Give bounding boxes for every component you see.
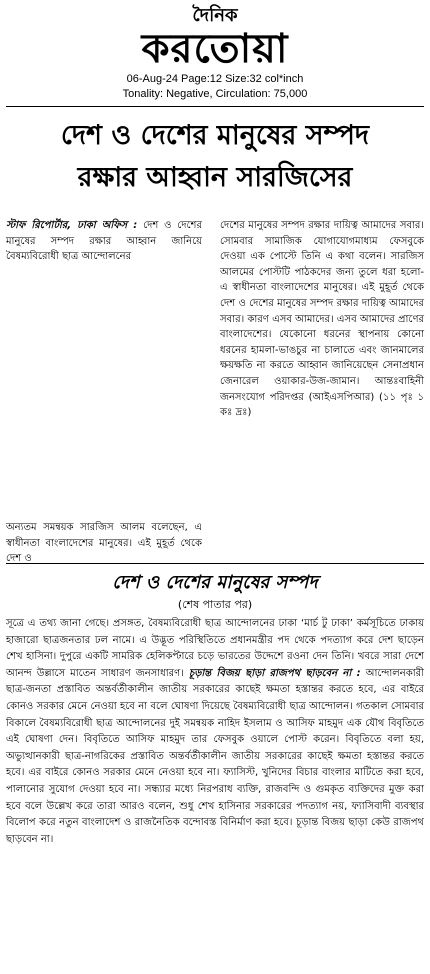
continuation-body (6, 616, 424, 848)
continuation-note: (শেষ পাতার পর) (177, 598, 253, 611)
article-columns (6, 218, 424, 565)
continuation-body-b: আন্দোলনকারী ছাত্র-জনতা প্রস্তাবিত অন্তর্বর্তীকালীন জাতীয় সরকারের কাছেই ক্ষমতা হস্তান্তর করতে হবে, এর বাইরে কোনও সরকার মেনে নেওয়া হবে না বলে ঘোষণা দিয়েছে বৈষম্যবিরোধী ছাত্র আন্দোলন। গতকাল সোমবার বিকালে বৈষম্যবিরোধী ছাত্র আন্দোলনের দুই সমন্বয়ক নাহিদ ইসলাম ও আসিফ মাহমুদ এক যৌথ বিবৃতিতে এই ঘোষণা দেন। বিবৃতিতে আসিফ মাহমুদ তার ফেসবুক ওয়ালে পোস্ট করেন। বিবৃতিতে বলা হয়, অভ্যুত্থানকারী ছাত্র-নাগরিকের প্রস্তাবিত অন্তর্বর্তীকালীন জাতীয় সরকারের কাছেই ক্ষমতা হস্তান্তর করতে হবে। এর বাইরে কোনও সরকার মেনে নেওয়া হবে না। ফ্যাসিস্ট, খুনিদের বিচার বাংলার মাটিতে করা হবে, পালানোর সুযোগ দেওয়া হবে না। সন্ধ্যার মধ্যে নিরপরাধ ব্যক্তি, রাজবন্দি ও গুমকৃত ব্যক্তিদের মুক্ত করা হবে বলে উল্লেখ করে তারা আরও বলেন, শুধু শেখ হাসিনার সরকারের পদত্যাগ নয়, ফ্যাসিবাদী ব্যবস্থার বিলোপ করে নতুন বাংলাদেশ ও রাজনৈতিক বন্দোবস্ত বিনির্মাণ করা হবে। চূড়ান্ত বিজয় ছাড়া কেউ রাজপথ ছাড়বেন না। (6, 667, 424, 845)
headline (0, 115, 430, 199)
meta-line-2: Tonality: Negative, Circulation: 75,000 (122, 88, 308, 100)
inline-subheading: চূড়ান্ত বিজয় ছাড়া রাজপথ ছাড়বেন না : (188, 667, 361, 679)
article-left-bottom-text: অন্যতম সমন্বয়ক সারজিস আলম বলেছেন, এ স্বাধীনতা বাংলাদেশের মানুষের। এই মুহূর্ত থেকে দেশ ও (6, 522, 202, 565)
headline-line-2: রক্ষার আহ্বান সারজিসের (77, 162, 353, 193)
clipping-meta (0, 72, 430, 102)
masthead-small-title: দৈনিক (192, 5, 238, 26)
continuation-body-a: সূত্রে এ তথ্য জানা গেছে। প্রসঙ্গত, বৈষম্যবিরোধী ছাত্র আন্দোলনের ঢাকা ‘মার্চ টু ঢাকা’ কর্মসূচিতে ঢাকায় হাজারো ছাত্রজনতার ঢল নামে। এ উদ্ভূত পরিস্থিতিতে প্রধানমন্ত্রীর পদ থেকে পদত্যাগ করে দেশ ছাড়েন শেখ হাসিনা। দুপুরে একটি সামরিক হেলিকপ্টারে চড়ে ভারতের উদ্দেশে রওনা দেন তিনি। খবরে সারা দেশে আনন্দ উল্লাসে মাতেন সাধারণ জনসাধারণ। (6, 618, 424, 679)
masthead-title: করতোয়া (141, 26, 289, 72)
article-left-top-text: দেশ ও দেশের মানুষের সম্পদ রক্ষার আহ্বান জানিয়ে বৈষম্যবিরোধী ছাত্র আন্দোলনের (6, 220, 202, 263)
continuation-title: দেশ ও দেশের মানুষের সম্পদ (112, 572, 318, 593)
divider (6, 106, 424, 107)
article-left-column (6, 218, 202, 265)
meta-line-1: 06-Aug-24 Page:12 Size:32 col*inch (126, 73, 304, 85)
masthead (0, 0, 430, 72)
byline: স্টাফ রিপোর্টার, ঢাকা অফিস : (6, 220, 138, 231)
headline-line-1: দেশ ও দেশের মানুষের সম্পদ (60, 120, 370, 151)
section-divider (6, 563, 424, 564)
article-right-column: দেশের মানুষের সম্পদ রক্ষার দায়িত্ব আমাদের সবার। সোমবার সামাজিক যোগাযোগমাধ্যম ফেসবুকে দেওয়া এক পোস্টে তিনি এ কথা বলেন। সারজিস আলমের পোস্টটি পাঠকদের জন্য তুলে ধরা হলো- এ স্বাধীনতা বাংলাদেশের মানুষের। এই মুহূর্ত থেকে দেশ ও দেশের মানুষের সম্পদ রক্ষার দায়িত্ব আমাদের সবার। কারণ এসব আমাদের। এসব আমাদের প্রাণের বাংলাদেশের। যেকোনো ধরনের স্থাপনায় কোনো ধরনের হামলা-ভাঙচুর না চালাতে এবং জানমালের ক্ষয়ক্ষতি না করতে আহ্বান জানিয়েছেন সেনাপ্রধান জেনারেল ওয়াকার-উজ-জামান। আন্তঃবাহিনী জনসংযোগ পরিদপ্তর (আইএসপিআর) (১১ পৃঃ ১ কঃ দ্রঃ) (220, 220, 424, 419)
